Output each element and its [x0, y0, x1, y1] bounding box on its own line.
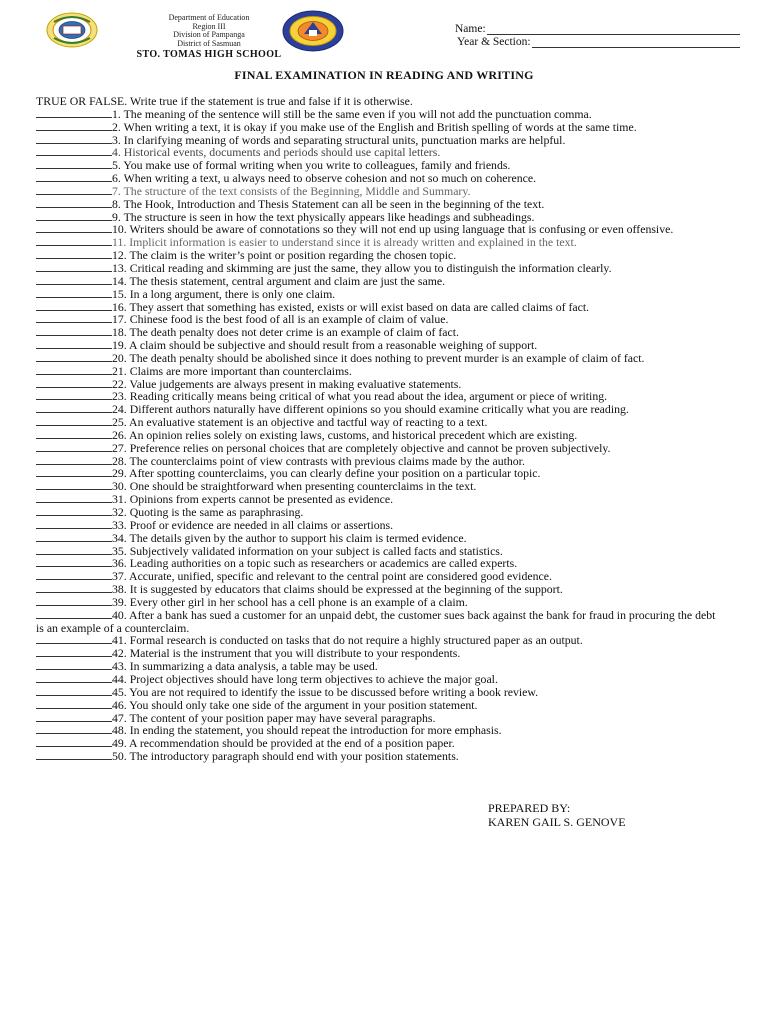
year-section-label: Year & Section: — [457, 36, 531, 48]
question-text: 35. Subjectively validated information on your subject is called facts and statistics. — [112, 543, 503, 558]
answer-blank[interactable] — [36, 712, 112, 722]
school-seal-logo — [46, 12, 98, 48]
question-text: 33. Proof or evidence are needed in all claims or assertions. — [112, 517, 394, 532]
question-text: 24. Different authors naturally have different opinions so you should examine critically what you are reading. — [112, 402, 629, 417]
question-text: 41. Formal research is conducted on tasks that do not require a highly structured paper as an output. — [112, 633, 583, 648]
exam-title: FINAL EXAMINATION IN READING AND WRITING — [234, 68, 534, 82]
school-header — [112, 14, 306, 60]
prepared-by-block — [488, 801, 626, 829]
question-item — [36, 750, 726, 763]
answer-blank[interactable] — [36, 275, 112, 285]
answer-blank[interactable] — [36, 699, 112, 709]
department-line: Department of Education — [168, 13, 250, 22]
question-text: 30. One should be straightforward when presenting counterclaims in the text. — [112, 479, 477, 494]
question-text: 3. In clarifying meaning of words and separating structural units, punctuation marks are helpful. — [112, 132, 566, 147]
question-text: 21. Claims are more important than counterclaims. — [112, 363, 352, 378]
question-text: 1. The meaning of the sentence will still be the same even if you will not add the punctuation comma. — [112, 106, 592, 121]
question-text: 11. Implicit information is easier to understand since it is already written and explained in the text. — [112, 235, 577, 250]
answer-blank[interactable] — [36, 121, 112, 131]
answer-blank[interactable] — [36, 455, 112, 465]
question-text: 25. An evaluative statement is an objective and tactful way of reacting to a text. — [112, 415, 488, 430]
answer-blank[interactable] — [36, 352, 112, 362]
question-text: 2. When writing a text, it is okay if you make use of the English and British spelling of words at the same time. — [112, 119, 637, 134]
question-text: 12. The claim is the writer’s point or position regarding the chosen topic. — [112, 248, 457, 263]
division-seal-logo — [282, 10, 344, 52]
student-info-fields — [455, 22, 740, 48]
question-text: 4. Historical events, documents and periods should use capital letters. — [112, 145, 441, 160]
answer-blank[interactable] — [36, 634, 112, 644]
answer-blank[interactable] — [36, 198, 112, 208]
answer-blank[interactable] — [36, 673, 112, 683]
division-line: Division of Pampanga — [173, 30, 245, 40]
name-field[interactable] — [455, 22, 740, 35]
school-name: STO. TOMAS HIGH SCHOOL — [136, 49, 282, 61]
answer-blank[interactable] — [36, 596, 112, 606]
answer-blank[interactable] — [36, 545, 112, 555]
question-text: 36. Leading authorities on a topic such as researchers or academics are called experts. — [112, 556, 518, 571]
question-text: 38. It is suggested by educators that claims should be expressed at the beginning of the support. — [112, 582, 563, 597]
name-line[interactable] — [487, 24, 740, 35]
question-text: 43. In summarizing a data analysis, a table may be used. — [112, 659, 378, 674]
answer-blank[interactable] — [36, 557, 112, 567]
answer-blank[interactable] — [36, 467, 112, 477]
answer-blank[interactable] — [36, 686, 112, 696]
answer-blank[interactable] — [36, 288, 112, 298]
answer-blank[interactable] — [36, 442, 112, 452]
answer-blank[interactable] — [36, 236, 112, 246]
region-line: Region III — [192, 21, 226, 31]
answer-blank[interactable] — [36, 737, 112, 747]
question-text: 8. The Hook, Introduction and Thesis Statement can all be seen in the beginning of the text. — [112, 196, 545, 211]
question-text: 5. You make use of formal writing when you write to colleagues, family and friends. — [112, 158, 511, 173]
answer-blank[interactable] — [36, 570, 112, 580]
answer-blank[interactable] — [36, 339, 112, 349]
question-text: 39. Every other girl in her school has a cell phone is an example of a claim. — [112, 594, 468, 609]
question-text: 10. Writers should be aware of connotations so they will not end up using language that is confusing or even offensive. — [112, 222, 674, 237]
answer-blank[interactable] — [36, 249, 112, 259]
question-text: 20. The death penalty should be abolished since it does nothing to prevent murder is an example of claim of fact. — [112, 350, 645, 365]
answer-blank[interactable] — [36, 583, 112, 593]
question-item — [36, 609, 726, 635]
answer-blank[interactable] — [36, 429, 112, 439]
answer-blank[interactable] — [36, 390, 112, 400]
question-text: 16. They assert that something has existed, exists or will exist based on data are called claims of fact. — [112, 299, 590, 314]
answer-blank[interactable] — [36, 724, 112, 734]
year-section-line[interactable] — [532, 37, 740, 48]
question-text: 37. Accurate, unified, specific and relevant to the central point are considered good evidence. — [112, 569, 552, 584]
answer-blank[interactable] — [36, 159, 112, 169]
question-text: 45. You are not required to identify the issue to be discussed before writing a book review. — [112, 684, 539, 699]
question-text: 29. After spotting counterclaims, you can clearly define your position on a particular topic. — [112, 466, 541, 481]
answer-blank[interactable] — [36, 313, 112, 323]
question-text: 19. A claim should be subjective and should result from a reasonable weighing of support. — [112, 338, 538, 353]
answer-blank[interactable] — [36, 416, 112, 426]
question-text: 50. The introductory paragraph should end with your position statements. — [112, 749, 459, 764]
question-text: 23. Reading critically means being critical of what you read about the idea, argument or piece of writing. — [112, 389, 608, 404]
question-text: 27. Preference relies on personal choices that are completely objective and cannot be proven subjectively. — [112, 440, 611, 455]
question-text: 14. The thesis statement, central argument and claim are just the same. — [112, 273, 446, 288]
answer-blank[interactable] — [36, 185, 112, 195]
question-text: 40. After a bank has sued a customer for an unpaid debt, the customer sues back against the bank for fraud in procuring the debt is an example of a counterclaim. — [36, 607, 716, 635]
answer-blank[interactable] — [36, 609, 112, 619]
question-text: 46. You should only take one side of the argument in your position statement. — [112, 697, 478, 712]
question-text: 44. Project objectives should have long term objectives to achieve the major goal. — [112, 671, 498, 686]
question-text: 49. A recommendation should be provided at the end of a position paper. — [112, 736, 455, 751]
question-list — [36, 108, 726, 763]
year-section-field[interactable] — [455, 35, 740, 48]
answer-blank[interactable] — [36, 750, 112, 760]
answer-blank[interactable] — [36, 506, 112, 516]
question-text: 7. The structure of the text consists of the Beginning, Middle and Summary. — [112, 183, 471, 198]
question-text: 15. In a long argument, there is only one claim. — [112, 286, 336, 301]
question-text: 18. The death penalty does not deter crime is an example of claim of fact. — [112, 325, 460, 340]
answer-blank[interactable] — [36, 480, 112, 490]
question-text: 6. When writing a text, u always need to observe cohesion and not so much on coherence. — [112, 171, 537, 186]
answer-blank[interactable] — [36, 519, 112, 529]
question-text: 34. The details given by the author to support his claim is termed evidence. — [112, 530, 467, 545]
exam-body — [36, 95, 726, 763]
answer-blank[interactable] — [36, 647, 112, 657]
district-line: District of Sasmuan — [177, 38, 241, 48]
question-text: 9. The structure is seen in how the text physically appears like headings and subheadings. — [112, 209, 535, 224]
answer-blank[interactable] — [36, 301, 112, 311]
name-label: Name: — [455, 23, 486, 35]
question-text: 32. Quoting is the same as paraphrasing. — [112, 505, 304, 519]
prepared-by-name: KAREN GAIL S. GENOVE — [488, 815, 626, 829]
answer-blank[interactable] — [36, 108, 112, 118]
question-text: 13. Critical reading and skimming are just the same, they allow you to distinguish the information clearly. — [112, 260, 612, 275]
question-text: 17. Chinese food is the best food of all is an example of claim of value. — [112, 312, 449, 327]
question-text: 31. Opinions from experts cannot be presented as evidence. — [112, 492, 394, 507]
answer-blank[interactable] — [36, 378, 112, 388]
answer-blank[interactable] — [36, 660, 112, 670]
question-text: 26. An opinion relies solely on existing laws, customs, and historical precedent which are existing. — [112, 427, 578, 442]
prepared-by-label: PREPARED BY: — [488, 801, 571, 815]
answer-blank[interactable] — [36, 146, 112, 156]
answer-blank[interactable] — [36, 211, 112, 221]
question-text: 42. Material is the instrument that you will distribute to your respondents. — [112, 646, 461, 661]
answer-blank[interactable] — [36, 493, 112, 503]
question-text: 47. The content of your position paper may have several paragraphs. — [112, 710, 436, 725]
question-text: 22. Value judgements are always present in making evaluative statements. — [112, 376, 462, 391]
answer-blank[interactable] — [36, 326, 112, 336]
answer-blank[interactable] — [36, 262, 112, 272]
answer-blank[interactable] — [36, 532, 112, 542]
question-text: 48. In ending the statement, you should repeat the introduction for more emphasis. — [112, 723, 502, 738]
instructions: TRUE OR FALSE. Write true if the statement is true and false if it is otherwise. — [36, 94, 413, 108]
answer-blank[interactable] — [36, 403, 112, 413]
answer-blank[interactable] — [36, 172, 112, 182]
answer-blank[interactable] — [36, 223, 112, 233]
answer-blank[interactable] — [36, 365, 112, 375]
question-text: 28. The counterclaims point of view contrasts with previous claims made by the author. — [112, 453, 525, 468]
answer-blank[interactable] — [36, 134, 112, 144]
